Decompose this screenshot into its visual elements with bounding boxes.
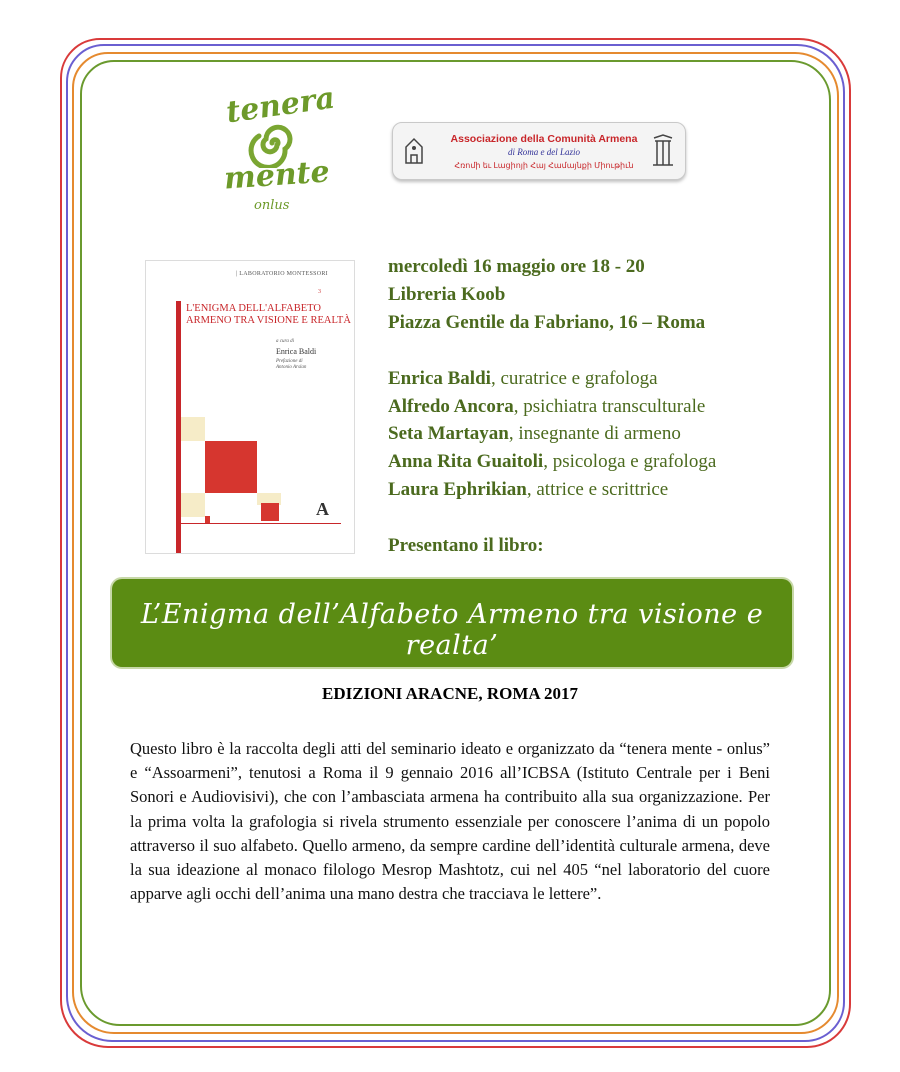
book-title [186, 303, 351, 327]
book-editor: Enrica Baldi [276, 347, 317, 356]
logo-word-mente: mente [222, 154, 331, 197]
event-venue: Libreria Koob [388, 284, 506, 305]
book-title-line1: L'ENIGMA DELL'ALFABETO [186, 303, 321, 314]
association-armenian-name: Հռոմի եւ Լացիոյի Հայ Համայնքի Միութիւն [454, 161, 634, 170]
speaker-name: Seta Martayan [388, 423, 509, 444]
book-number: 3 [318, 289, 321, 295]
speaker-name: Alfredo Ancora [388, 396, 514, 417]
speaker-role: , psicologa e grafologa [543, 451, 717, 472]
speaker-3 [388, 423, 681, 445]
event-date: mercoledì 16 maggio ore 18 - 20 [388, 256, 645, 277]
book-preface-label: Prefazione di [276, 359, 303, 364]
cover-line [181, 523, 341, 524]
cover-square-red-small [261, 503, 279, 521]
book-series: | LABORATORIO MONTESSORI [236, 271, 328, 277]
book-cover-image [145, 260, 355, 554]
speaker-role: , insegnante di armeno [508, 423, 681, 444]
logo-word-tenera: tenera [224, 80, 337, 131]
book-title-line2: ARMENO TRA VISIONE E REALTÀ [186, 315, 351, 326]
tenera-mente-logo [210, 80, 337, 216]
church-icon [403, 135, 425, 165]
banner-title: L’Enigma dell’Alfabeto Armeno tra visione e realta’ [140, 599, 764, 661]
presentano-label: Presentano il libro: [388, 535, 544, 556]
speaker-5 [388, 479, 668, 501]
monument-icon [651, 133, 675, 167]
association-name: Associazione della Comunità Armena [450, 133, 638, 145]
cover-square-red-large [205, 441, 257, 493]
cover-square-cream-2 [181, 493, 205, 517]
event-address: Piazza Gentile da Fabriano, 16 – Roma [388, 312, 706, 333]
book-cura-label: a cura di [276, 339, 295, 344]
speaker-name: Enrica Baldi [388, 368, 491, 389]
speaker-role: , curatrice e grafologa [490, 368, 658, 389]
logo-word-onlus: onlus [254, 198, 290, 213]
speaker-1 [388, 368, 658, 390]
speaker-name: Anna Rita Guaitoli [388, 451, 544, 472]
speaker-role: , psichiatra transculturale [513, 396, 706, 417]
publisher-logo: A [316, 499, 329, 519]
association-subtitle: di Roma e del Lazio [508, 147, 580, 157]
speaker-name: Laura Ephrikian [388, 479, 527, 500]
speaker-4 [388, 451, 716, 473]
edition-line: EDIZIONI ARACNE, ROMA 2017 [322, 684, 578, 703]
book-preface [276, 359, 306, 371]
association-logo [392, 122, 686, 180]
book-title-banner [112, 579, 792, 667]
speaker-2 [388, 396, 705, 418]
speaker-role: , attrice e scrittrice [526, 479, 669, 500]
description-paragraph: Questo libro è la raccolta degli atti del seminario ideato e organizzato da “tenera mente - onlus” e “Assoarmeni”, tenutosi a Roma il 9 gennaio 2016 all’ICBSA (Istituto Centrale per i Beni Sonori e Audiovisivi), che con l’ambasciata armena ha contribuito alla sua organizzazione. Per la prima volta la grafologia si rivela strumento essenziale per conoscere l’anima di un popolo attraverso il suo alfabeto. Quello armeno, da sempre cardine dell’identità culturale armena, deve la sua ideazione al monaco filologo Mesrop Mashtotz, cui nel 405 “nel laboratorio del cuore apparve agli occhi dell’anima una mano destra che tracciava le lettere”. [130, 739, 770, 904]
cover-square-cream-1 [181, 417, 205, 441]
book-preface-author: Antonio Arslan [276, 365, 307, 370]
